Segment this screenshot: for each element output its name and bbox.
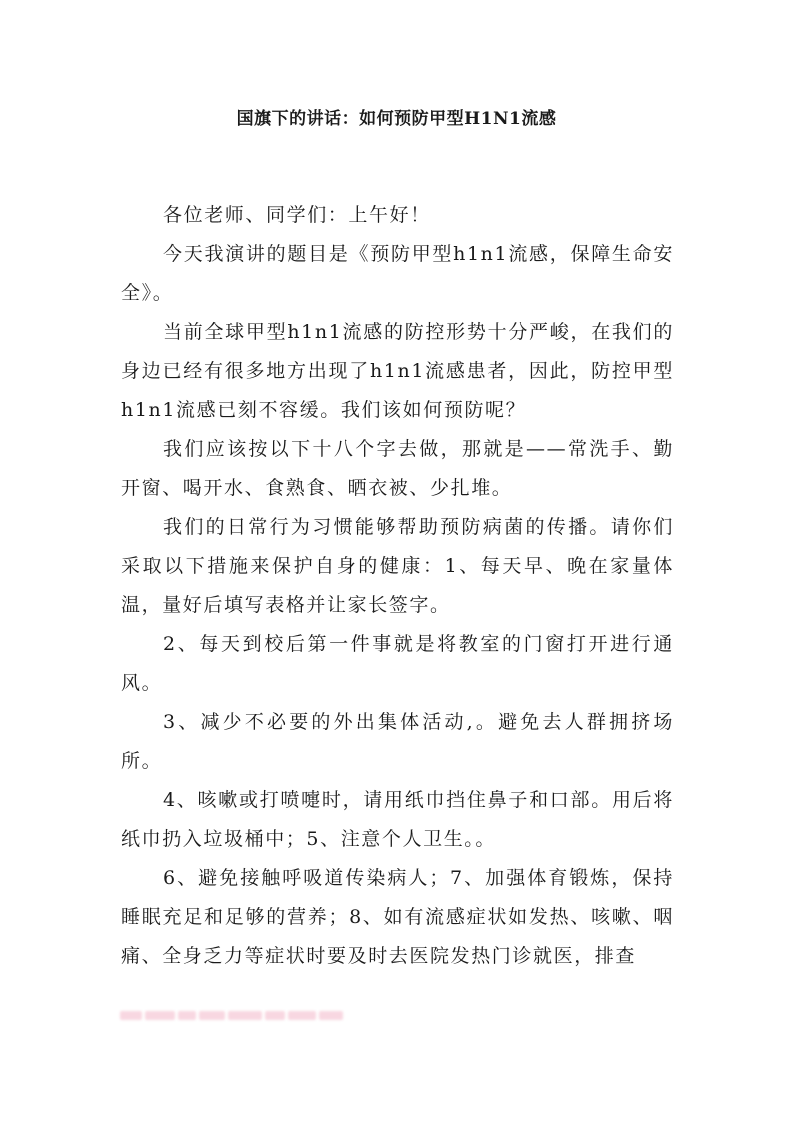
paragraph-eighteen-words: 我们应该按以下十八个字去做，那就是——常洗手、勤开窗、喝开水、食熟食、晒衣被、少扎堆。	[121, 438, 674, 499]
paragraph-situation: 当前全球甲型h1n1流感的防控形势十分严峻，在我们的身边已经有很多地方出现了h1n1流感患者，因此，防控甲型h1n1流感已刻不容缓。我们该如何预防呢？	[121, 321, 674, 421]
paragraph-topic: 今天我演讲的题目是《预防甲型h1n1流感，保障生命安全》。	[121, 243, 674, 304]
paragraph-measure-6-8: 6、避免接触呼吸道传染病人；7、加强体育锻炼，保持睡眠充足和足够的营养；8、如有流感症状如发热、咳嗽、咽痛、全身乏力等症状时要及时去医院发热门诊就医，排查	[121, 867, 674, 967]
document-title: 国旗下的讲话：如何预防甲型H1N1流感	[236, 109, 557, 129]
paragraph-measure-4-5: 4、咳嗽或打喷嚏时，请用纸巾挡住鼻子和口部。用后将纸巾扔入垃圾桶中；5、注意个人卫生。。	[121, 789, 674, 850]
paragraph-measures-intro: 我们的日常行为习惯能够帮助预防病菌的传播。请你们采取以下措施来保护自身的健康：1、每天早、晚在家量体温，量好后填写表格并让家长签字。	[121, 516, 674, 616]
blurred-watermark-line	[120, 1005, 360, 1021]
document-body	[121, 196, 674, 976]
paragraph-measure-3: 3、减少不必要的外出集体活动,。避免去人群拥挤场所。	[121, 711, 674, 772]
paragraph-greeting: 各位老师、同学们：上午好！	[163, 204, 431, 226]
paragraph-measure-2: 2、每天到校后第一件事就是将教室的门窗打开进行通风。	[121, 633, 674, 694]
